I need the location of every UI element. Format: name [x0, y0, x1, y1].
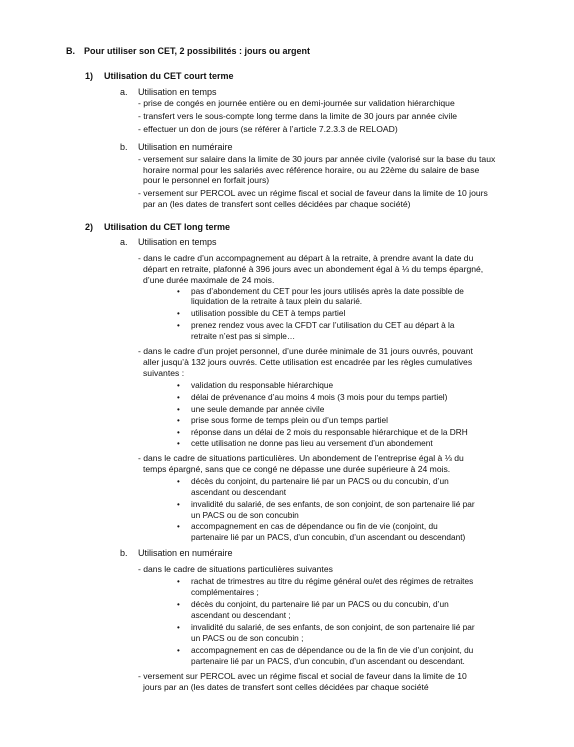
bullet-icon: • — [177, 309, 180, 318]
bullet-text: réponse dans un délai de 2 mois du responsable hiérarchique et de la DRH — [191, 427, 468, 437]
text-line: - versement sur PERCOL avec un régime fiscal et social de faveur dans la limite de 10 jours — [138, 188, 488, 198]
bullet-text: décès du conjoint, du partenaire lié par un PACS ou du concubin, d’un — [191, 476, 449, 486]
item-letter: b. — [120, 548, 128, 558]
item-letter: b. — [120, 142, 128, 152]
bullet-text: accompagnement en cas de dépendance ou fin de vie (conjoint, du — [191, 521, 438, 531]
text-line: par an (les dates de transfert sont celles décidées par chaque société) — [143, 199, 411, 209]
bullet-icon: • — [177, 439, 180, 448]
bullet-text: retraite n’est pas si simple… — [191, 331, 296, 341]
text-line: - dans le cadre de situations particulières suivantes — [138, 564, 333, 574]
bullet-text: partenaire lié par un PACS, d’un concubin, d’un ascendant ou descendant. — [191, 656, 465, 666]
text-line: suivantes : — [143, 368, 185, 378]
text-line: jours par an (les dates de transfert sont celles décidées par chaque société — [143, 682, 429, 692]
bullet-text: un PACS ou de son concubin — [191, 510, 299, 520]
bullet-text: un PACS ou de son concubin ; — [191, 633, 304, 643]
text-line: - transfert vers le sous-compte long terme dans la limite de 30 jours par année civile — [138, 111, 458, 121]
bullet-text: une seule demande par année civile — [191, 404, 325, 414]
bullet-icon: • — [177, 623, 180, 632]
bullet-text: complémentaires ; — [191, 587, 259, 597]
bullet-text: liquidation de la retraite à taux plein du salarié. — [191, 296, 363, 306]
bullet-text: ascendant ou descendant ; — [191, 610, 291, 620]
text-line: temps épargné, sans que ce congé ne dépasse une durée supérieure à 24 mois. — [143, 464, 451, 474]
text-line: - effectuer un don de jours (se référer à l’article 7.2.3.3 de RELOAD) — [138, 124, 398, 134]
bullet-icon: • — [177, 287, 180, 296]
bullet-text: rachat de trimestres au titre du régime général ou/et des régimes de retraites — [191, 576, 474, 586]
bullet-text: délai de prévenance d’au moins 4 mois (3 mois pour du temps partiel) — [191, 392, 448, 402]
item-title: Utilisation en numéraire — [138, 142, 233, 152]
bullet-text: utilisation possible du CET à temps partiel — [191, 308, 346, 318]
bullet-icon: • — [177, 428, 180, 437]
subsection-number: 2) — [85, 222, 94, 232]
item-letter: a. — [120, 237, 128, 247]
item-letter: a. — [120, 87, 128, 97]
text-line: pour le personnel en forfait jours) — [143, 175, 270, 185]
bullet-text: prenez rendez vous avec la CFDT car l’utilisation du CET au départ à la — [191, 320, 455, 330]
bullet-icon: • — [177, 646, 180, 655]
bullet-icon: • — [177, 416, 180, 425]
text-line: aller jusqu’à 132 jours ouvrés. Cette utilisation est encadrée par les règles cumulatives — [143, 357, 473, 367]
text-line: - versement sur salaire dans la limite de 30 jours par année civile (valorisé sur la base du taux — [138, 154, 496, 164]
item-title: Utilisation en temps — [138, 237, 217, 247]
text-line: - dans le cadre d’un projet personnel, d’une durée minimale de 31 jours ouvrés, pouvant — [138, 346, 473, 356]
text-line: - dans le cadre de situations particulières. Un abondement de l’entreprise égal à ⅓ du — [138, 453, 464, 463]
text-line: départ en retraite, plafonné à 396 jours avec un abondement égal à ⅓ du temps épargné, — [143, 264, 484, 274]
bullet-text: invalidité du salarié, de ses enfants, de son conjoint, de son partenaire lié par — [191, 499, 475, 509]
text-line: horaire normal pour les salariés avec référence horaire, ou au 22ème du salaire de base — [143, 165, 480, 175]
bullet-icon: • — [177, 381, 180, 390]
bullet-icon: • — [177, 321, 180, 330]
bullet-icon: • — [177, 405, 180, 414]
bullet-text: validation du responsable hiérarchique — [191, 380, 334, 390]
text-line: d’une durée maximale de 24 mois. — [143, 275, 275, 285]
section-letter: B. — [66, 46, 75, 56]
bullet-icon: • — [177, 477, 180, 486]
bullet-icon: • — [177, 600, 180, 609]
bullet-text: accompagnement en cas de dépendance ou de la fin de vie d’un conjoint, du — [191, 645, 474, 655]
bullet-text: cette utilisation ne donne pas lieu au versement d’un abondement — [191, 438, 433, 448]
bullet-text: invalidité du salarié, de ses enfants, de son conjoint, de son partenaire lié par — [191, 622, 475, 632]
bullet-text: partenaire lié par un PACS, d’un concubin, d’un ascendant ou descendant) — [191, 532, 466, 542]
text-line: - prise de congés en journée entière ou en demi-journée sur validation hiérarchique — [138, 98, 455, 108]
bullet-icon: • — [177, 577, 180, 586]
bullet-text: pas d’abondement du CET pour les jours utilisés après la date possible de — [191, 286, 464, 296]
bullet-icon: • — [177, 393, 180, 402]
bullet-text: ascendant ou descendant — [191, 487, 287, 497]
item-title: Utilisation en numéraire — [138, 548, 233, 558]
bullet-icon: • — [177, 522, 180, 531]
text-line: - versement sur PERCOL avec un régime fiscal et social de faveur dans la limite de 10 — [138, 671, 467, 681]
section-title: Pour utiliser son CET, 2 possibilités : jours ou argent — [84, 46, 311, 56]
bullet-text: prise sous forme de temps plein ou d’un temps partiel — [191, 415, 388, 425]
subsection-number: 1) — [85, 71, 94, 81]
bullet-text: décès du conjoint, du partenaire lié par un PACS ou du concubin, d’un — [191, 599, 449, 609]
text-line: - dans le cadre d’un accompagnement au départ à la retraite, à prendre avant la date du — [138, 253, 474, 263]
bullet-icon: • — [177, 500, 180, 509]
subsection-title: Utilisation du CET long terme — [104, 222, 231, 232]
item-title: Utilisation en temps — [138, 87, 217, 97]
subsection-title: Utilisation du CET court terme — [104, 71, 234, 81]
